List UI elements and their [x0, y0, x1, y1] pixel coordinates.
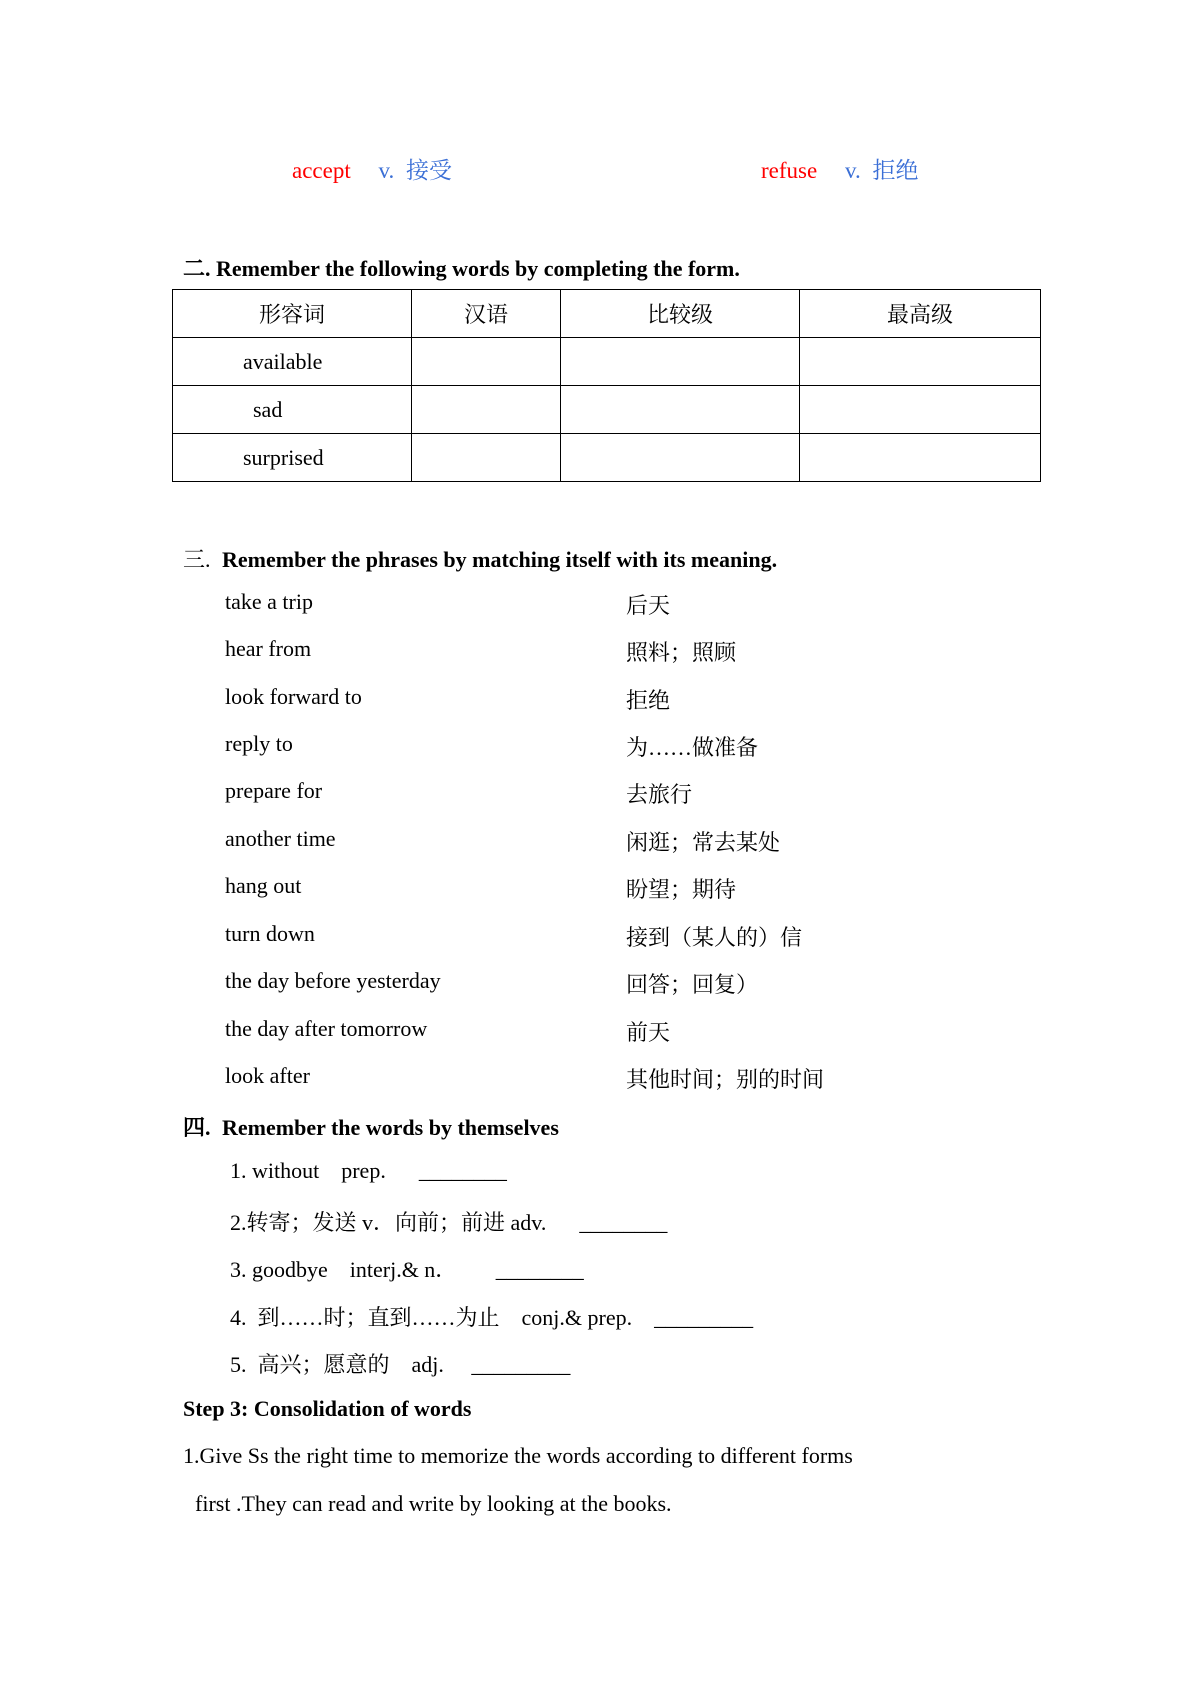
fill-in-item: 2.转寄；发送 v．向前；前进 adv. ________: [230, 1210, 668, 1235]
table-header-row: [173, 290, 1041, 338]
phrase-english: reply to: [225, 731, 293, 756]
phrase-chinese: 其他时间；别的时间: [626, 1067, 825, 1092]
meaning-accept: 接受: [406, 158, 452, 183]
table-row: [173, 386, 1041, 434]
phrase-chinese: 前天: [626, 1020, 671, 1045]
fill-in-item: 3. goodbye interj.& n． ________: [230, 1257, 584, 1282]
phrase-chinese: 照料；照顾: [626, 640, 737, 665]
step3-heading: Step 3: Consolidation of words: [183, 1396, 472, 1421]
section2-title: Remember the following words by completing the form.: [216, 256, 740, 281]
header-chinese: 汉语: [412, 290, 561, 338]
word-accept: accept: [292, 158, 351, 183]
table-row: [173, 434, 1041, 482]
chinese-answer-cell[interactable]: [412, 434, 561, 482]
phrase-chinese: 盼望；期待: [626, 877, 737, 902]
section3-heading: [183, 543, 777, 574]
phrase-chinese: 去旅行: [626, 782, 693, 807]
comparative-answer-cell[interactable]: [561, 434, 800, 482]
word-refuse: refuse: [761, 158, 818, 183]
section2-heading: [183, 252, 740, 283]
phrase-chinese: 为……做准备: [626, 735, 759, 760]
phrase-english: hang out: [225, 873, 302, 898]
fill-in-item: 1. without prep. ________: [230, 1158, 507, 1183]
phrase-chinese: 回答；回复）: [626, 972, 759, 997]
phrase-english: hear from: [225, 636, 312, 661]
table-row: [173, 338, 1041, 386]
word-entry-refuse: [761, 152, 918, 185]
section3-title: Remember the phrases by matching itself with its meaning.: [222, 547, 778, 572]
phrase-english: turn down: [225, 921, 315, 946]
phrase-chinese: 后天: [626, 593, 671, 618]
adjective-cell: available: [173, 338, 412, 386]
phrase-chinese: 接到（某人的）信: [626, 925, 803, 950]
word-entry-accept: [292, 152, 452, 185]
adjective-cell: surprised: [173, 434, 412, 482]
pos-refuse: v.: [844, 158, 861, 183]
step3-paragraph-line-2: first .They can read and write by looking at the books.: [195, 1491, 672, 1516]
header-adjective: 形容词: [173, 290, 412, 338]
superlative-answer-cell[interactable]: [800, 338, 1041, 386]
fill-in-item: 4. 到……时；直到……为止 conj.& prep. _________: [230, 1305, 754, 1330]
superlative-answer-cell[interactable]: [800, 434, 1041, 482]
fill-in-item: 5. 高兴；愿意的 adj. _________: [230, 1352, 571, 1377]
chinese-answer-cell[interactable]: [412, 386, 561, 434]
adjective-cell: sad: [173, 386, 412, 434]
phrase-chinese: 闲逛；常去某处: [626, 830, 781, 855]
section4-number: 四.: [183, 1115, 211, 1140]
superlative-answer-cell[interactable]: [800, 386, 1041, 434]
phrase-english: the day before yesterday: [225, 968, 441, 993]
phrase-english: look forward to: [225, 684, 362, 709]
meaning-refuse: 拒绝: [872, 158, 919, 183]
phrase-chinese: 拒绝: [626, 688, 671, 713]
step3-paragraph-line-1: 1.Give Ss the right time to memorize the words according to different forms: [183, 1443, 853, 1468]
chinese-answer-cell[interactable]: [412, 338, 561, 386]
section2-number: 二.: [183, 256, 211, 281]
comparative-answer-cell[interactable]: [561, 386, 800, 434]
header-superlative: 最高级: [800, 290, 1041, 338]
phrase-english: another time: [225, 826, 336, 851]
pos-accept: v.: [378, 158, 395, 183]
header-comparative: 比较级: [561, 290, 800, 338]
adjective-form-table: [172, 289, 1041, 482]
comparative-answer-cell[interactable]: [561, 338, 800, 386]
section3-number: 三.: [183, 547, 211, 572]
phrase-english: look after: [225, 1063, 310, 1088]
section4-heading: [183, 1111, 559, 1142]
section4-title: Remember the words by themselves: [222, 1115, 559, 1140]
phrase-english: the day after tomorrow: [225, 1016, 428, 1041]
phrase-english: take a trip: [225, 589, 313, 614]
phrase-english: prepare for: [225, 778, 323, 803]
